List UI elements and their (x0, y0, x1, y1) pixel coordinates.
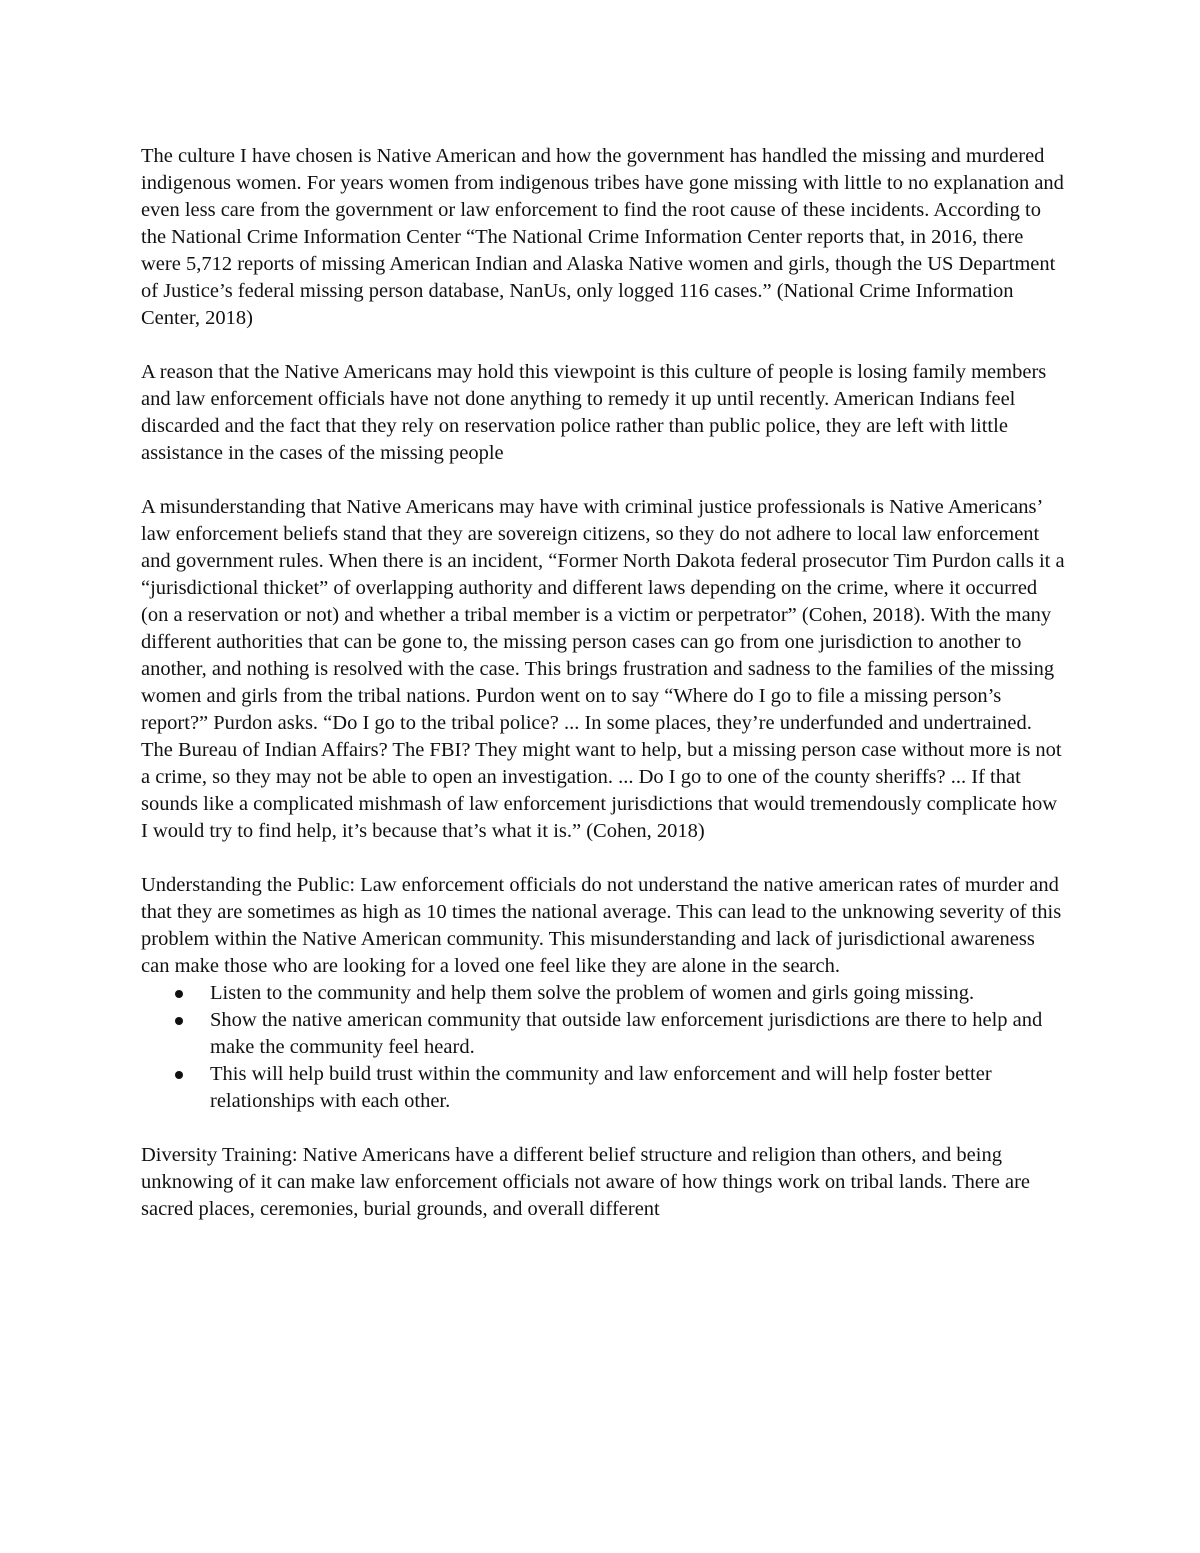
bullet-icon (175, 990, 183, 998)
paragraph-viewpoint-reason: A reason that the Native Americans may hold this viewpoint is this culture of people is losing family members and law enforcement officials have not done anything to remedy it up until recently. American Indians feel discarded and the fact that they rely on reservation police rather than public police, they are left with little assistance in the cases of the missing people (141, 361, 1047, 464)
list-item (141, 980, 1066, 1007)
paragraph-diversity-training: Diversity Training: Native Americans have a different belief structure and religion than others, and being unknowing of it can make law enforcement officials not aware of how things work on tribal lands. There are sacred places, ceremonies, burial grounds, and overall different (141, 1144, 1031, 1220)
recommendation-list (141, 980, 1066, 1115)
paragraph-understanding-public: Understanding the Public: Law enforcement officials do not understand the native american rates of murder and that they are sometimes as high as 10 times the national average. This can lead to the unknowing severity of this problem within the Native American community. This misunderstanding and lack of jurisdictional awareness can make those who are looking for a loved one feel like they are alone in the search. (141, 874, 1062, 977)
list-item-text: This will help build trust within the community and law enforcement and will help foster better relationships with each other. (210, 1063, 992, 1112)
document-body (141, 143, 1066, 1250)
list-item (141, 1061, 1066, 1115)
bullet-icon (175, 1071, 183, 1079)
list-item (141, 1007, 1066, 1061)
paragraph-misunderstanding: A misunderstanding that Native Americans may have with criminal justice professionals is Native Americans’ law enforcement beliefs stand that they are sovereign citizens, so they do not adhere to local law enforcement and government rules. When there is an incident, “Former North Dakota federal prosecutor Tim Purdon calls it a “jurisdictional thicket” of overlapping authority and different laws depending on the crime, where it occurred (on a reservation or not) and whether a tribal member is a victim or perpetrator” (Cohen, 2018). With the many different authorities that can be gone to, the missing person cases can go from one jurisdiction to another to another, and nothing is resolved with the case. This brings frustration and sadness to the families of the missing women and girls from the tribal nations. Purdon went on to say “Where do I go to file a missing person’s report?” Purdon asks. “Do I go to the tribal police? ... In some places, they’re underfunded and undertrained. The Bureau of Indian Affairs? The FBI? They might want to help, but a missing person case without more is not a crime, so they may not be able to open an investigation. ... Do I go to one of the county sheriffs? ... If that sounds like a complicated mishmash of law enforcement jurisdictions that would tremendously complicate how I would try to find help, it’s because that’s what it is.” (Cohen, 2018) (141, 496, 1065, 842)
list-item-text: Listen to the community and help them solve the problem of women and girls going missing. (210, 982, 975, 1004)
bullet-icon (175, 1017, 183, 1025)
paragraph-culture-intro: The culture I have chosen is Native American and how the government has handled the missing and murdered indigenous women. For years women from indigenous tribes have gone missing with little to no explanation and even less care from the government or law enforcement to find the root cause of these incidents. According to the National Crime Information Center “The National Crime Information Center reports that, in 2016, there were 5,712 reports of missing American Indian and Alaska Native women and girls, though the US Department of Justice’s federal missing person database, NanUs, only logged 116 cases.” (National Crime Information Center, 2018) (141, 145, 1064, 329)
list-item-text: Show the native american community that outside law enforcement jurisdictions are there to help and make the community feel heard. (210, 1009, 1043, 1058)
